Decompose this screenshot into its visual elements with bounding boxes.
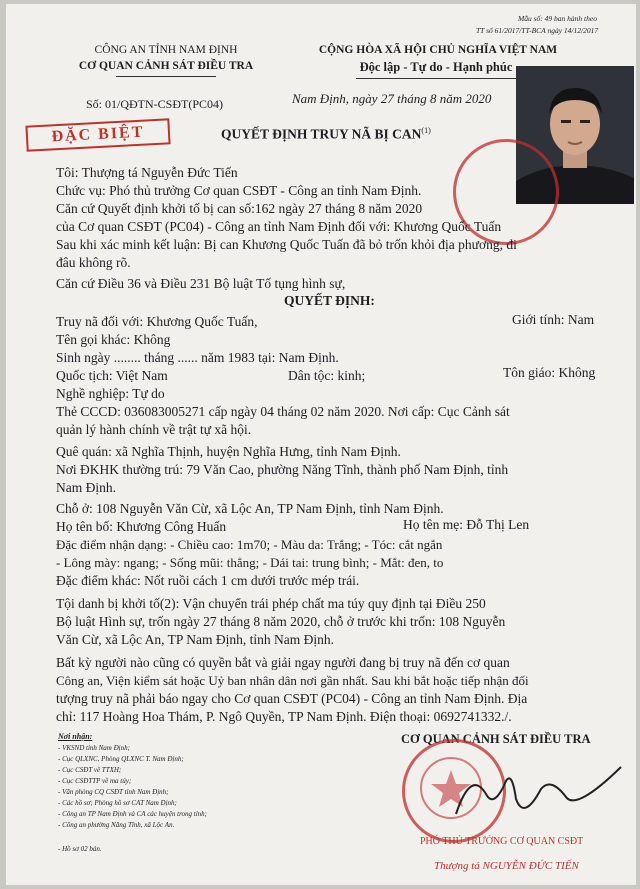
form-note: TT số 61/2017/TT-BCA ngày 14/12/2017 [476, 26, 599, 35]
birth-info: Sinh ngày ........ tháng ...... năm 1983 tại: Nam Định. [56, 350, 339, 365]
decision-heading: QUYẾT ĐỊNH: [284, 293, 375, 308]
arrest-notice: chỉ: 117 Hoàng Hoa Thám, P. Ngô Quyền, TP Nam Định. Điện thoại: 0692741332./. [56, 709, 512, 724]
issuer-line: Tôi: Thượng tá Nguyễn Đức Tiến [56, 165, 238, 180]
wanted-name: Truy nã đối với: Khương Quốc Tuấn, [56, 314, 258, 329]
conclusion-line: đâu không rõ. [56, 255, 131, 270]
position-line: Chức vụ: Phó thủ trưởng Cơ quan CSĐT - Công an tỉnh Nam Định. [56, 183, 422, 198]
recipients-label: Nơi nhận: [58, 732, 93, 741]
archive-note: - Hồ sơ 02 bản. [58, 845, 102, 853]
signing-agency: CƠ QUAN CẢNH SÁT ĐIỀU TRA [401, 732, 591, 746]
signer-name: Thượng tá NGUYỄN ĐỨC TIẾN [434, 860, 579, 872]
recipient-item: - Cục CSĐTTP về ma túy; [58, 777, 132, 785]
residence: Nam Định. [56, 480, 116, 495]
doc-number: Số: 01/QĐTN-CSĐT(PC04) [86, 97, 224, 111]
nationality: Quốc tịch: Việt Nam [56, 368, 168, 383]
father-name: Họ tên bố: Khương Công Huấn [56, 519, 227, 534]
basis-line: của Cơ quan CSĐT (PC04) - Công an tỉnh Nam Định đối với: Khương Quốc Tuấn [56, 219, 502, 234]
charge-line: Tội danh bị khởi tố(2): Vận chuyển trái phép chất ma túy quy định tại Điều 250 [56, 596, 486, 611]
signer-role: PHÓ THỦ TRƯỞNG CƠ QUAN CSĐT [420, 836, 584, 847]
religion: Tôn giáo: Không [503, 365, 596, 380]
other-features: Đặc điểm khác: Nốt ruồi cách 1 cm dưới trước mép trái. [56, 573, 360, 588]
secret-stamp: ĐẶC BIỆT [25, 118, 170, 152]
basis-line: Căn cứ Quyết định khởi tố bị can số:162 ngày 27 tháng 8 năm 2020 [56, 201, 423, 216]
gender: Giới tính: Nam [512, 312, 595, 327]
place-date: Nam Định, ngày 27 tháng 8 năm 2020 [292, 91, 492, 106]
nation-header: CỘNG HÒA XÃ HỘI CHỦ NGHĨA VIỆT NAM [318, 44, 558, 56]
recipient-item: - Các hồ sơ; Phòng hồ sơ CAT Nam Định; [58, 799, 177, 807]
arrest-notice: Công an, Viện kiểm sát hoặc Uỷ ban nhân dân nơi gần nhất. Sau khi bắt hoặc tiếp nhận đối [56, 673, 529, 688]
form-note: Mẫu số: 49 ban hành theo [518, 14, 597, 23]
recipient-item: - Văn phòng CQ CSĐT tỉnh Nam Định; [58, 788, 169, 796]
document-page [6, 4, 636, 885]
charge-line: Bộ luật Hình sự, trốn ngày 27 tháng 8 năm 2020, chỗ ở trước khi trốn: 108 Nguyễn [56, 614, 506, 629]
legal-basis-line: Căn cứ Điều 36 và Điều 231 Bộ luật Tố tụng hình sự, [56, 276, 346, 291]
identifying-features: - Lông mày: ngang; - Sống mũi: thẳng; - Dái tai: trung bình; - Mắt: đen, to [56, 555, 444, 570]
nation-motto: Độc lập - Tự do - Hạnh phúc [359, 60, 513, 74]
document-title: QUYẾT ĐỊNH TRUY NÃ BỊ CAN$^{(1)}$ [221, 126, 431, 142]
recipient-item: - VKSND tỉnh Nam Định; [58, 744, 130, 752]
header-divider [116, 76, 216, 77]
agency-parent: CÔNG AN TỈNH NAM ĐỊNH [94, 44, 238, 56]
handwritten-signature [446, 759, 626, 829]
alias: Tên gọi khác: Không [56, 332, 171, 347]
agency-name: CƠ QUAN CẢNH SÁT ĐIỀU TRA [78, 60, 254, 72]
conclusion-line: Sau khi xác minh kết luận: Bị can Khương Quốc Tuấn đã bỏ trốn khỏi địa phương, đi [56, 237, 517, 252]
id-card: quản lý hành chính về trật tự xã hội. [56, 422, 252, 437]
identifying-features: Đặc điểm nhận dạng: - Chiều cao: 1m70; - Màu da: Trắng; - Tóc: cắt ngắn [56, 537, 443, 552]
residence: Nơi ĐKHK thường trú: 79 Văn Cao, phường Năng Tĩnh, thành phố Nam Định, tỉnh [56, 462, 509, 477]
header-divider [356, 78, 516, 79]
arrest-notice: tượng truy nã phải báo ngay cho Cơ quan CSĐT (PC04) - Công an tỉnh Nam Định. Địa [56, 691, 528, 706]
ethnicity: Dân tộc: kinh; [288, 368, 366, 383]
charge-line: Văn Cừ, xã Lộc An, TP Nam Định, tỉnh Nam Định. [56, 632, 335, 647]
recipient-item: - Công an TP Nam Định và CA các huyện trong tỉnh; [58, 810, 207, 818]
mother-name: Họ tên mẹ: Đỗ Thị Len [403, 517, 530, 532]
arrest-notice: Bất kỳ người nào cũng có quyền bắt và giải ngay người đang bị truy nã đến cơ quan [56, 655, 510, 670]
hometown: Quê quán: xã Nghĩa Thịnh, huyện Nghĩa Hưng, tỉnh Nam Định. [56, 444, 401, 459]
recipient-item: - Cục CSĐT về TTXH; [58, 766, 122, 774]
recipient-item: - Công an phường Năng Tĩnh, xã Lộc An. [58, 821, 175, 829]
occupation: Nghề nghiệp: Tự do [56, 386, 165, 401]
id-card: Thẻ CCCD: 036083005271 cấp ngày 04 tháng 02 năm 2020. Nơi cấp: Cục Cảnh sát [56, 404, 510, 419]
current-address: Chỗ ở: 108 Nguyễn Văn Cừ, xã Lộc An, TP Nam Định, tỉnh Nam Định. [56, 501, 444, 516]
recipient-item: - Cục QLXNC, Phòng QLXNC T. Nam Định; [58, 755, 184, 763]
